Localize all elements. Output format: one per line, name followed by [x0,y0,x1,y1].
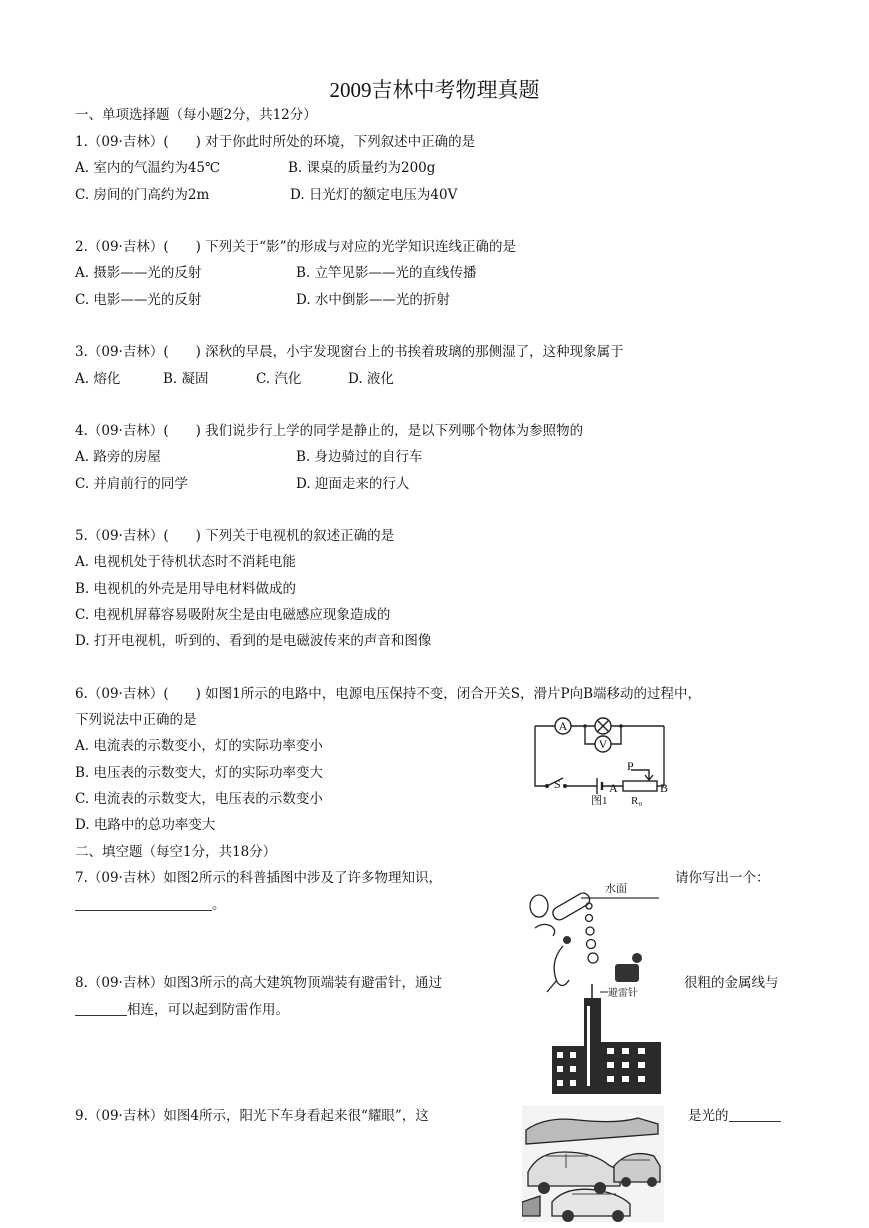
end-a-label: A [609,781,618,795]
q7-answer-blank[interactable] [75,896,212,911]
q4-option-c: C. 并肩前行的同学 [75,476,188,492]
q3-option-c: C. 汽化 [256,371,302,387]
q9-stem-end-text: 是光的 [688,1108,729,1124]
q1-option-b: B. 课桌的质量约为200g [288,160,436,176]
q5-stem: 5.（09·吉林）( ) 下列关于电视机的叙述正确的是 [75,528,395,544]
q3-option-a: A. 熔化 [75,371,121,387]
q8-stem-end: 很粗的金属线与 [684,975,779,991]
lightning-rod-label: 避雷针 [608,988,638,999]
q6-option-a: A. 电流表的示数变小，灯的实际功率变小 [75,738,323,754]
q1-option-c: C. 房间的门高约为2m [75,187,210,203]
resistor-label: R₀ [631,795,643,807]
q7-answer-line [75,896,226,914]
end-b-label: B [660,781,669,795]
q7-period: 。 [212,897,226,913]
q2-option-b: B. 立竿见影——光的直线传播 [296,265,477,281]
figure-1-caption: 图1 [591,795,608,807]
section-heading-choice: 一、单项选择题（每小题2分，共12分） [75,107,317,123]
q4-option-a: A. 路旁的房屋 [75,449,161,465]
q6-stem-line1: 6.（09·吉林）( ) 如图1所示的电路中，电源电压保持不变，闭合开关S，滑片P向B端移动的过程中， [75,686,702,702]
q4-option-d: D. 迎面走来的行人 [296,476,410,492]
q8-line2-text: 相连，可以起到防雷作用。 [127,1002,289,1018]
q7-stem: 7.（09·吉林）如图2所示的科普插图中涉及了许多物理知识， [75,870,442,886]
voltmeter-label: V [598,737,608,751]
page-title: 2009吉林中考物理真题 [329,78,540,102]
q5-option-a: A. 电视机处于待机状态时不消耗电能 [75,554,296,570]
q4-stem: 4.（09·吉林）( ) 我们说步行上学的同学是静止的，是以下列哪个物体为参照物的 [75,423,584,439]
q1-option-a: A. 室内的气温约为45℃ [75,160,221,176]
q5-option-b: B. 电视机的外壳是用导电材料做成的 [75,581,297,597]
q8-line2 [75,1001,289,1019]
q9-stem: 9.（09·吉林）如图4所示，阳光下车身看起来很“耀眼”，这 [75,1108,429,1124]
q8-answer-blank[interactable] [75,1001,127,1016]
q2-stem: 2.（09·吉林）( ) 下列关于“影”的形成与对应的光学知识连线正确的是 [75,239,516,255]
q1-option-d: D. 日光灯的额定电压为40V [290,187,458,203]
q9-answer-blank[interactable] [729,1107,781,1122]
q8-stem: 8.（09·吉林）如图3所示的高大建筑物顶端装有避雷针，通过 [75,975,442,991]
ammeter-label: A [558,719,568,733]
q6-option-c: C. 电流表的示数变大，电压表的示数变小 [75,791,323,807]
q7-stem-end: 请你写出一个： [675,870,770,886]
water-surface-label: 水面 [605,883,627,895]
q2-option-c: C. 电影——光的反射 [75,292,202,308]
q3-option-b: B. 凝固 [163,371,209,387]
q2-option-d: D. 水中倒影——光的折射 [296,292,450,308]
q5-option-c: C. 电视机屏幕容易吸附灰尘是由电磁感应现象造成的 [75,607,391,623]
q5-option-d: D. 打开电视机，听到的、看到的是电磁波传来的声音和图像 [75,633,432,649]
circuit-figure-1 [527,712,672,808]
q2-option-a: A. 摄影——光的反射 [75,265,202,281]
lightning-rod-figure-3 [552,984,664,1096]
q1-stem: 1.（09·吉林）( ) 对于你此时所处的环境，下列叙述中正确的是 [75,134,476,150]
slider-label: P [627,759,634,773]
q6-option-d: D. 电路中的总功率变大 [75,817,216,833]
q9-stem-end [688,1107,781,1125]
q3-stem: 3.（09·吉林）( ) 深秋的早晨，小宇发现窗台上的书挨着玻璃的那侧湿了，这种现象属于 [75,344,624,360]
diver-figure-2 [527,880,659,998]
q6-option-b: B. 电压表的示数变大，灯的实际功率变大 [75,765,324,781]
q4-option-b: B. 身边骑过的自行车 [296,449,423,465]
cars-figure-4 [522,1106,664,1222]
switch-label: S [554,777,561,791]
q6-stem-line2: 下列说法中正确的是 [75,712,197,728]
q3-option-d: D. 液化 [348,371,394,387]
section-heading-fill: 二、填空题（每空1分，共18分） [75,844,277,860]
